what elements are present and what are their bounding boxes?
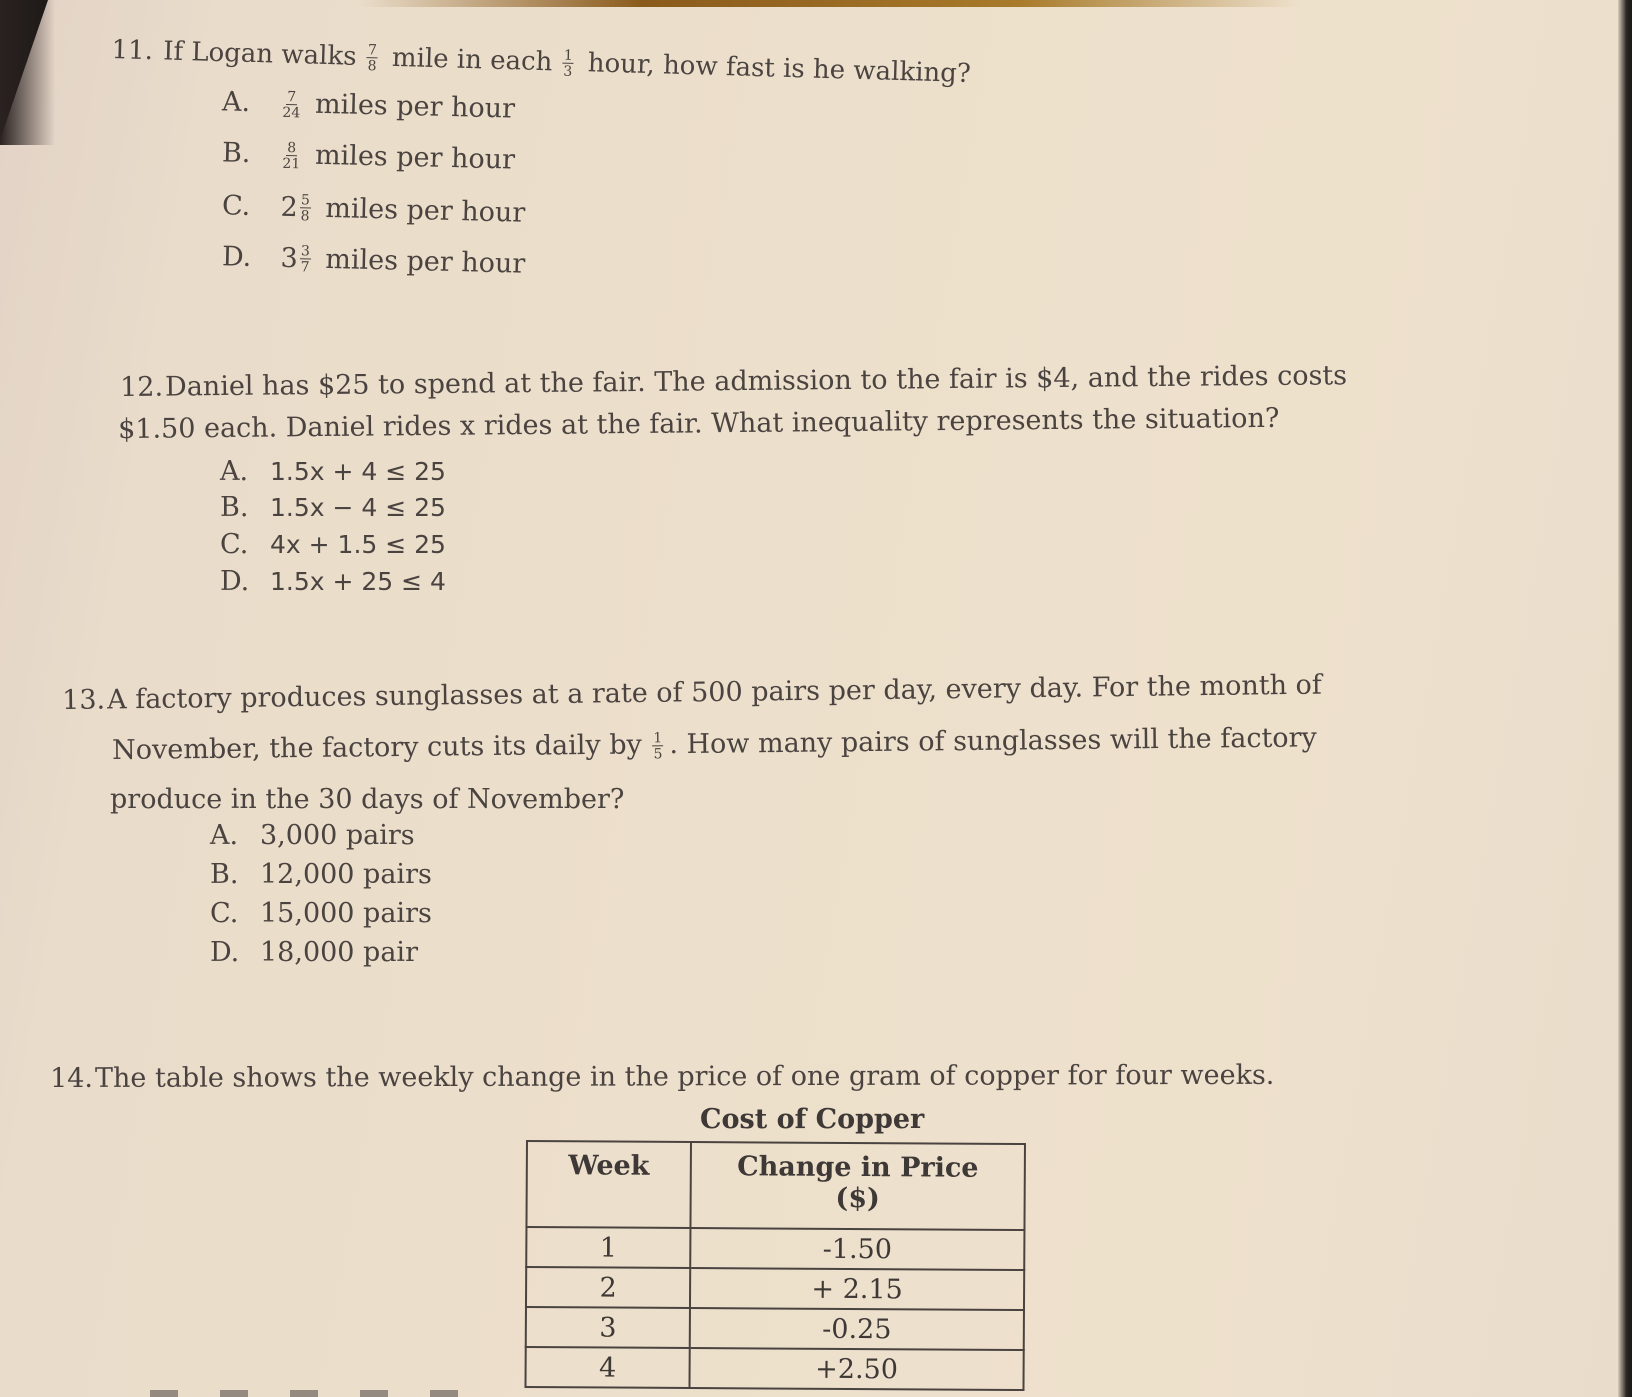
- q12-option-c: C. 4x + 1.5 ≤ 25: [220, 529, 446, 560]
- cell-change: -1.50: [690, 1228, 1024, 1270]
- table-row: [526, 1267, 1024, 1310]
- question-text: hour, how fast is he walking?: [587, 48, 972, 89]
- question-text: The table shows the weekly change in the price of one gram of copper for four weeks.: [94, 1059, 1275, 1094]
- copper-price-table: [524, 1140, 1026, 1391]
- cell-change: +2.50: [689, 1348, 1023, 1390]
- question-number: 12.: [120, 371, 164, 403]
- q13-option-d: D. 18,000 pair: [210, 937, 418, 968]
- q11-option-a: A. $\frac{7}{24}$ miles per hour: [221, 86, 516, 125]
- question-13-line3: [110, 784, 624, 815]
- q12-option-b: B. 1.5x − 4 ≤ 25: [220, 492, 446, 523]
- q11-option-c: C. 2 $\frac{5}{8}$ miles per hour: [221, 190, 526, 229]
- header-week: Week: [526, 1141, 691, 1228]
- q13-option-a: A. 3,000 pairs: [210, 820, 415, 851]
- table-title: Cost of Copper: [700, 1104, 925, 1135]
- mixed-number: 2 $\frac{5}{8}$: [280, 191, 311, 224]
- q11-option-b: B. $\frac{8}{21}$ miles per hour: [221, 137, 516, 176]
- q13-option-c: C. 15,000 pairs: [210, 898, 432, 929]
- background-shadow-left: [0, 0, 55, 145]
- question-text: $1.50 each. Daniel rides x rides at the fair. What inequality represents the situation?: [118, 402, 1280, 445]
- cell-change: -0.25: [690, 1308, 1024, 1350]
- fraction: $\frac{3}{7}$: [300, 242, 311, 275]
- fraction: $\frac{1}{5}$: [653, 729, 663, 762]
- table-row: [525, 1347, 1023, 1390]
- question-number: 13.: [62, 684, 106, 716]
- mixed-number: 3 $\frac{3}{7}$: [280, 242, 311, 275]
- question-text: A factory produces sunglasses at a rate of 500 pairs per day, every day. For the month of: [106, 669, 1323, 716]
- question-text: mile in each: [391, 42, 553, 78]
- fraction: $\frac{7}{24}$: [282, 88, 301, 121]
- question-number: 14.: [50, 1062, 94, 1094]
- question-text: . How many pairs of sunglasses will the factory: [669, 722, 1317, 761]
- table-row: [526, 1227, 1024, 1270]
- background-right-edge: [1618, 0, 1632, 1397]
- q13-option-b: B. 12,000 pairs: [210, 859, 432, 890]
- fraction: $\frac{8}{21}$: [282, 139, 301, 172]
- q12-option-a: A. 1.5x + 4 ≤ 25: [220, 456, 446, 487]
- cell-week: 4: [525, 1347, 689, 1388]
- table-row: [526, 1307, 1024, 1350]
- cell-week: 1: [526, 1227, 690, 1268]
- table-header-row: [526, 1141, 1025, 1230]
- q11-option-d: D. 3 $\frac{3}{7}$ miles per hour: [221, 241, 526, 280]
- question-text: produce in the 30 days of November?: [110, 784, 625, 815]
- background-wood-edge: [360, 0, 1300, 7]
- question-14: [50, 1060, 1274, 1094]
- question-text: November, the factory cuts its daily by: [112, 729, 642, 766]
- question-text: If Logan walks: [162, 36, 357, 72]
- fraction: $\frac{5}{8}$: [300, 191, 311, 224]
- fraction: $\frac{1}{3}$: [563, 47, 573, 80]
- question-text: Daniel has $25 to spend at the fair. The admission to the fair is $4, and the rides costs: [164, 360, 1348, 403]
- cell-week: 2: [526, 1267, 690, 1308]
- question-number: 11.: [111, 35, 154, 67]
- fraction: $\frac{7}{8}$: [367, 42, 378, 75]
- cell-week: 3: [526, 1307, 690, 1348]
- header-change-in-price: Change in Price ($): [690, 1142, 1025, 1230]
- cell-change: + 2.15: [690, 1268, 1024, 1310]
- q12-option-d: D. 1.5x + 25 ≤ 4: [220, 566, 446, 597]
- cut-off-text-fragment: [150, 1390, 480, 1397]
